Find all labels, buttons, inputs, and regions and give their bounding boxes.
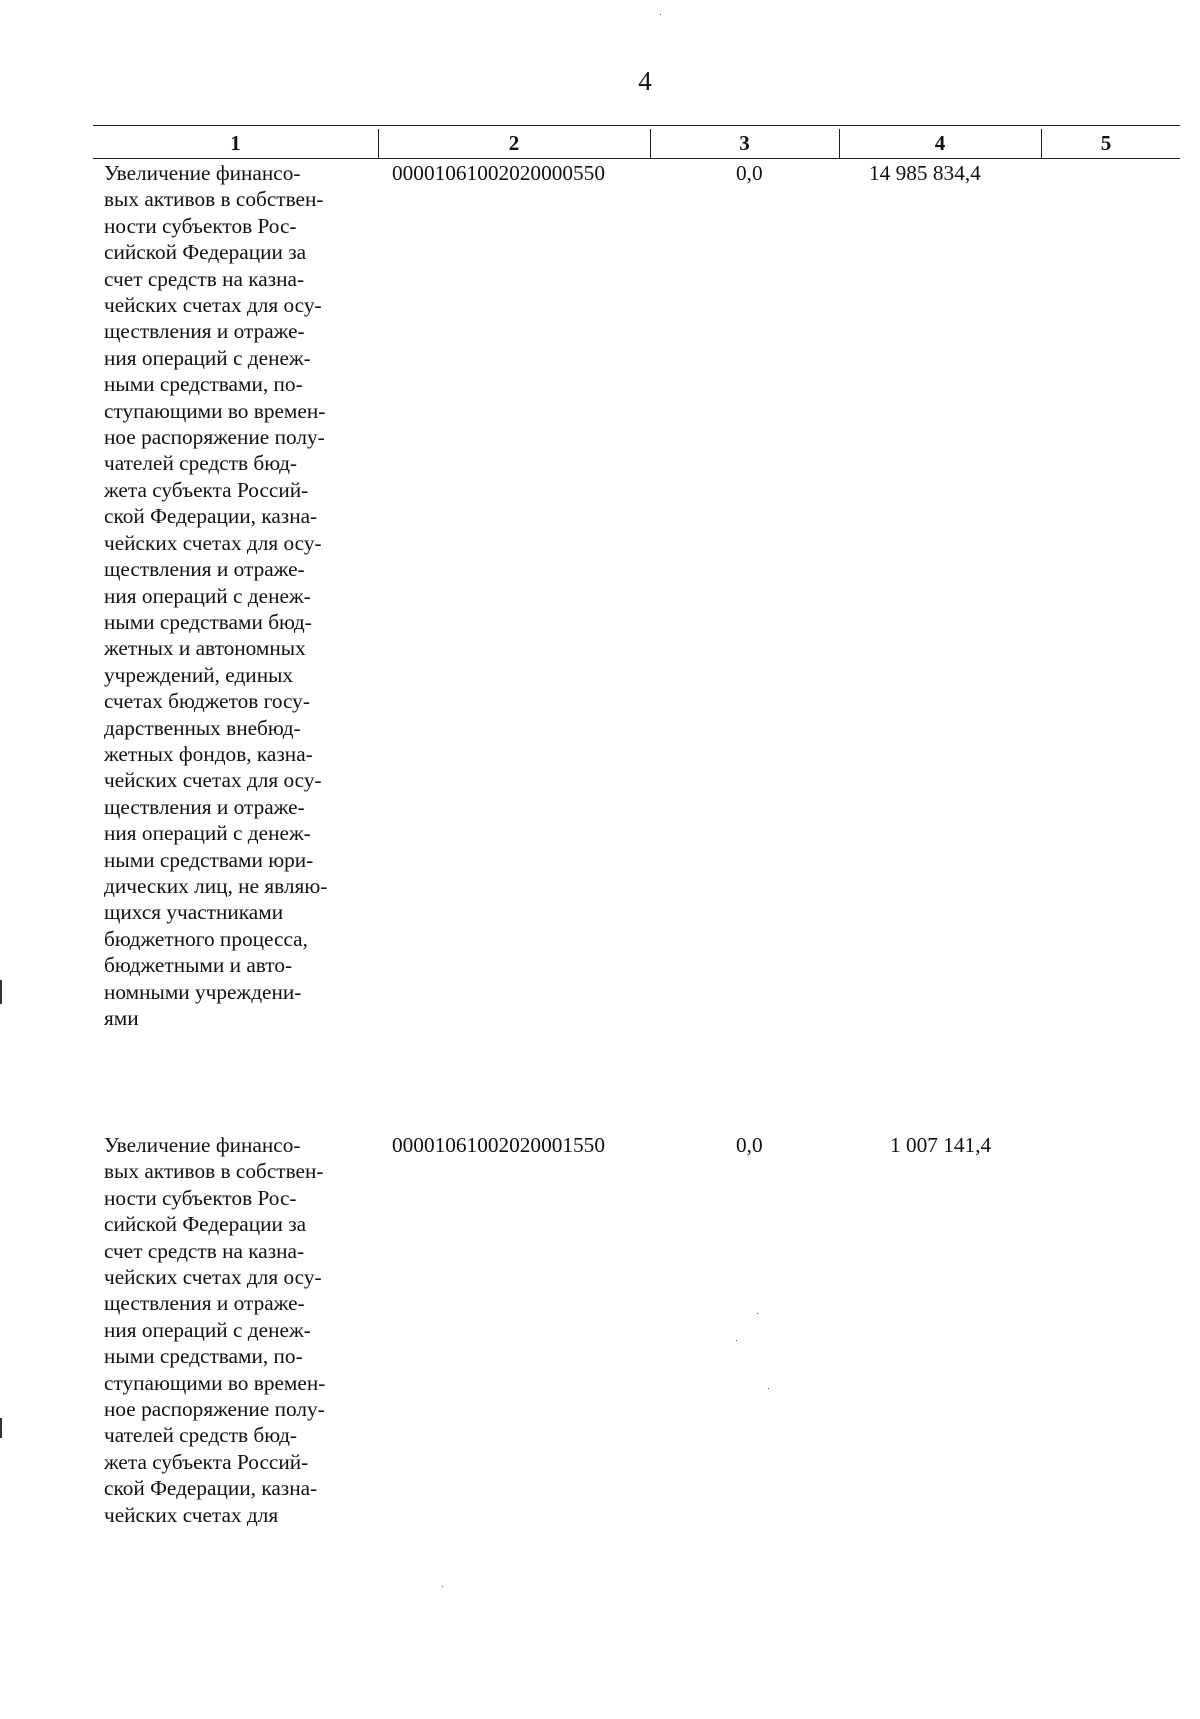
scan-speck xyxy=(660,14,661,15)
scan-edge-mark xyxy=(0,980,2,1004)
column-header-1: 1 xyxy=(230,131,241,155)
row-2-col4-value: 1 007 141,4 xyxy=(890,1133,992,1157)
column-header-4: 4 xyxy=(934,131,946,155)
row-2-col3-value: 0,0 xyxy=(736,1133,763,1157)
scan-speck xyxy=(442,1586,443,1587)
page-number: 4 xyxy=(638,66,652,96)
row-2-code: 00001061002020001550 xyxy=(392,1133,605,1157)
row-2-description: Увеличение финансо- вых активов в собствен- ности субъектов Рос- сийской Федерации за счет средств на казна- чейских счетах для осу- ществления и отраже- ния операций с денеж- ными средствами, по- ступающими во времен- ное распоряжение полу- чателей средств бюд- жета субъекта Россий- ской Федерации, казна- чейских счетах для xyxy=(104,1133,326,1527)
row-1-col4-value: 14 985 834,4 xyxy=(869,161,981,185)
row-1-description: Увеличение финансо- вых активов в собствен- ности субъектов Рос- сийской Федерации за счет средств на казна- чейских счетах для осу- ществления и отраже- ния операций с денеж- ными средствами, по- ступающими во времен- ное распоряжение полу- чателей средств бюд- жета субъекта Россий- ской Федерации, казна- чейских счетах для осу- ществления и отраже- ния операций с денеж- ными средствами бюд- жетных и автономных учреждений, единых счетах бюджетов госу- дарственных внебюд- жетных фондов, казна- чейских счетах для осу- ществления и отраже- ния операций с денеж- ными средствами юри- дических лиц, не являю- щихся участниками бюджетного процесса, бюджетными и авто- номными учреждени- ями xyxy=(104,161,328,1030)
scan-edge-mark xyxy=(0,1418,2,1438)
table-header xyxy=(93,125,1180,159)
row-1-col3-value: 0,0 xyxy=(736,161,763,185)
column-header-2: 2 xyxy=(508,131,520,155)
row-1-code: 00001061002020000550 xyxy=(392,161,605,185)
scan-speck xyxy=(757,1313,758,1314)
scan-speck xyxy=(768,1388,769,1389)
scan-speck xyxy=(736,1340,737,1341)
column-header-5: 5 xyxy=(1100,131,1112,155)
column-header-3: 3 xyxy=(739,131,750,155)
